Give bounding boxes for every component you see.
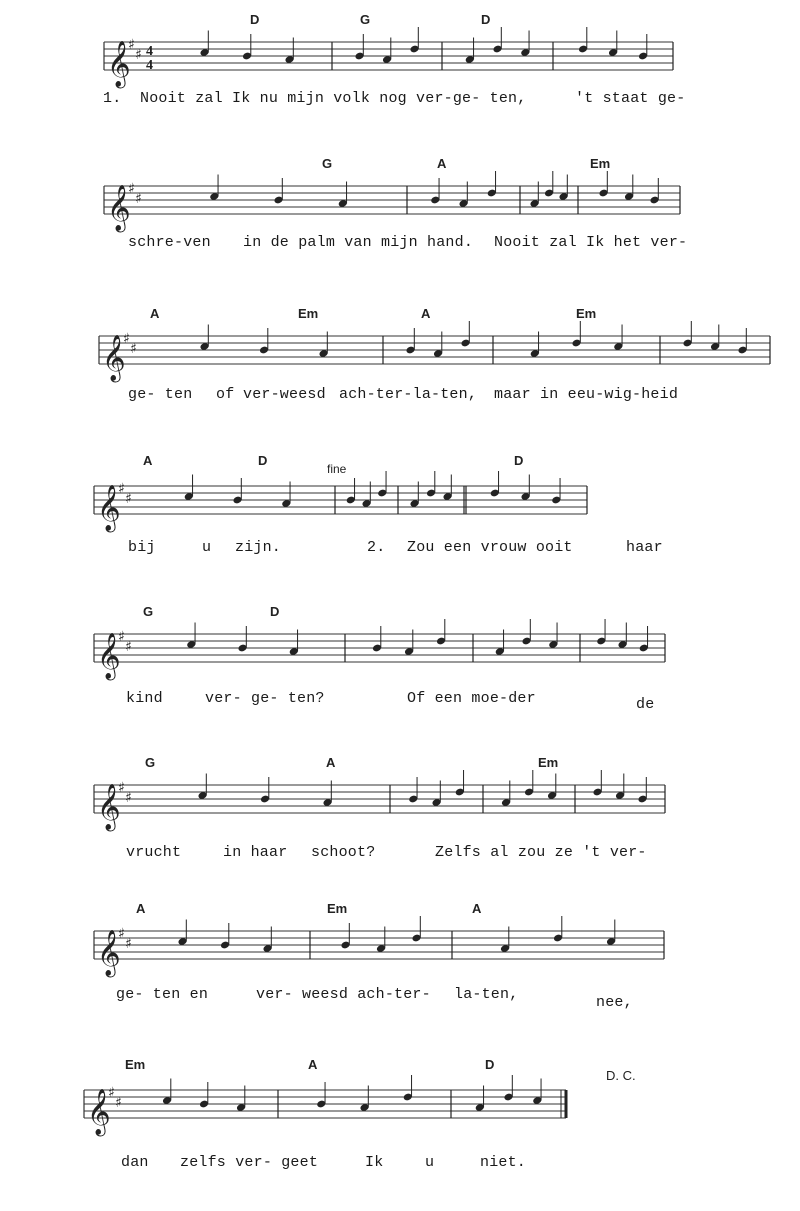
chord-symbol: Em xyxy=(538,755,559,770)
lyric-text: Nooit zal Ik nu mijn volk nog ver-ge- ten, xyxy=(140,90,527,107)
sharp-icon: ♯ xyxy=(118,926,125,942)
lyric-text: in haar xyxy=(223,844,288,861)
music-staff xyxy=(90,624,690,679)
lyric-text: niet. xyxy=(480,1154,527,1171)
sharp-icon: ♯ xyxy=(125,639,132,655)
lyric-text: u xyxy=(202,539,212,556)
chord-row xyxy=(0,755,800,775)
chord-symbol: Em xyxy=(590,156,611,171)
lyric-text: Ik xyxy=(365,1154,384,1171)
music-staff xyxy=(90,921,690,976)
lyric-text: maar in eeu-wig-heid xyxy=(494,386,679,403)
chord-symbol: G xyxy=(322,156,333,171)
sharp-icon: ♯ xyxy=(118,629,125,645)
lyric-text: in de palm van mijn hand. xyxy=(243,234,474,251)
chord-symbol: A xyxy=(136,901,146,916)
chord-symbol: Em xyxy=(125,1057,146,1072)
lyric-text: nee, xyxy=(596,994,633,1011)
sharp-icon: ♯ xyxy=(125,790,132,806)
chord-row xyxy=(0,1057,800,1077)
chord-symbol: D xyxy=(485,1057,495,1072)
sharp-icon: ♯ xyxy=(125,936,132,952)
chord-symbol: G xyxy=(360,12,371,27)
sharp-icon: ♯ xyxy=(118,780,125,796)
lyric-text: zijn. xyxy=(235,539,282,556)
treble-clef-icon: 𝄞 xyxy=(97,784,121,830)
chord-symbol: D xyxy=(481,12,491,27)
lyric-text: schoot? xyxy=(311,844,376,861)
chord-symbol: D xyxy=(250,12,260,27)
sharp-icon: ♯ xyxy=(108,1085,115,1101)
lyric-text: ver-weesd xyxy=(243,386,326,403)
lyrics-row xyxy=(0,386,800,410)
lyric-text: ach-ter-la-ten, xyxy=(339,386,478,403)
lyric-text: u xyxy=(425,1154,435,1171)
lyric-text: 't staat ge- xyxy=(575,90,686,107)
treble-clef-icon: 𝄞 xyxy=(97,633,121,679)
chord-symbol: A xyxy=(437,156,447,171)
lyrics-row xyxy=(0,90,800,114)
lyric-text: Of een moe-der xyxy=(407,690,536,707)
lyric-text: schre-ven xyxy=(128,234,211,251)
lyric-text: Nooit zal Ik het ver- xyxy=(494,234,688,251)
music-staff xyxy=(100,176,700,231)
sharp-icon: ♯ xyxy=(125,491,132,507)
lyrics-row xyxy=(0,1154,800,1178)
lyric-text: la-ten, xyxy=(454,986,519,1003)
chord-symbol: D xyxy=(514,453,524,468)
lyric-text: dan xyxy=(121,1154,149,1171)
treble-clef-icon: 𝄞 xyxy=(87,1089,111,1135)
chord-symbol: A xyxy=(150,306,160,321)
time-signature: 4 xyxy=(146,58,153,73)
lyric-text: of xyxy=(216,386,235,403)
chord-symbol: D xyxy=(258,453,268,468)
lyric-text: ge- ten xyxy=(128,386,193,403)
treble-clef-icon: 𝄞 xyxy=(97,485,121,531)
treble-clef-icon: 𝄞 xyxy=(107,41,131,87)
lyric-text: kind xyxy=(126,690,163,707)
sharp-icon: ♯ xyxy=(128,181,135,197)
lyrics-row xyxy=(0,844,800,868)
chord-symbol: Em xyxy=(576,306,597,321)
lyrics-row xyxy=(0,986,800,1010)
chord-symbol: A xyxy=(326,755,336,770)
dc-marking: D. C. xyxy=(606,1068,636,1083)
lyric-text: 1. xyxy=(103,90,122,107)
music-staff xyxy=(90,476,690,531)
chord-symbol: A xyxy=(472,901,482,916)
chord-symbol: A xyxy=(421,306,431,321)
lyric-text: zelfs ver- geet xyxy=(180,1154,319,1171)
sharp-icon: ♯ xyxy=(115,1095,122,1111)
chord-symbol: Em xyxy=(298,306,319,321)
chord-symbol: A xyxy=(143,453,153,468)
chord-row xyxy=(0,453,800,473)
lyric-text: de xyxy=(636,696,655,713)
lyric-text: vrucht xyxy=(126,844,182,861)
chord-symbol: G xyxy=(145,755,156,770)
music-staff xyxy=(80,1080,680,1135)
music-staff xyxy=(100,32,700,87)
chord-row xyxy=(0,306,800,326)
music-staff xyxy=(95,326,695,381)
sharp-icon: ♯ xyxy=(123,331,130,347)
treble-clef-icon: 𝄞 xyxy=(102,335,126,381)
lyric-text: Zelfs al zou ze 't ver- xyxy=(435,844,647,861)
lyric-text: ge- ten en xyxy=(116,986,209,1003)
lyric-text: haar xyxy=(626,539,663,556)
chord-symbol: G xyxy=(143,604,154,619)
treble-clef-icon: 𝄞 xyxy=(107,185,131,231)
chord-row xyxy=(0,156,800,176)
sharp-icon: ♯ xyxy=(135,191,142,207)
sharp-icon: ♯ xyxy=(128,37,135,53)
time-signature: 4 xyxy=(146,44,153,59)
lyrics-row xyxy=(0,539,800,563)
lyric-text: 2. xyxy=(367,539,386,556)
chord-row xyxy=(0,604,800,624)
lyric-text: bij xyxy=(128,539,156,556)
sharp-icon: ♯ xyxy=(135,47,142,63)
chord-row xyxy=(0,901,800,921)
music-staff xyxy=(90,775,690,830)
treble-clef-icon: 𝄞 xyxy=(97,930,121,976)
chord-symbol: A xyxy=(308,1057,318,1072)
chord-symbol: Em xyxy=(327,901,348,916)
sharp-icon: ♯ xyxy=(118,481,125,497)
lyric-text: Zou een vrouw ooit xyxy=(407,539,573,556)
lyrics-row xyxy=(0,690,800,714)
lyrics-row xyxy=(0,234,800,258)
chord-symbol: D xyxy=(270,604,280,619)
lyric-text: ver- weesd ach-ter- xyxy=(256,986,431,1003)
sharp-icon: ♯ xyxy=(130,341,137,357)
chord-row xyxy=(0,12,800,32)
lyric-text: ver- ge- ten? xyxy=(205,690,325,707)
fine-marking: fine xyxy=(327,462,347,476)
